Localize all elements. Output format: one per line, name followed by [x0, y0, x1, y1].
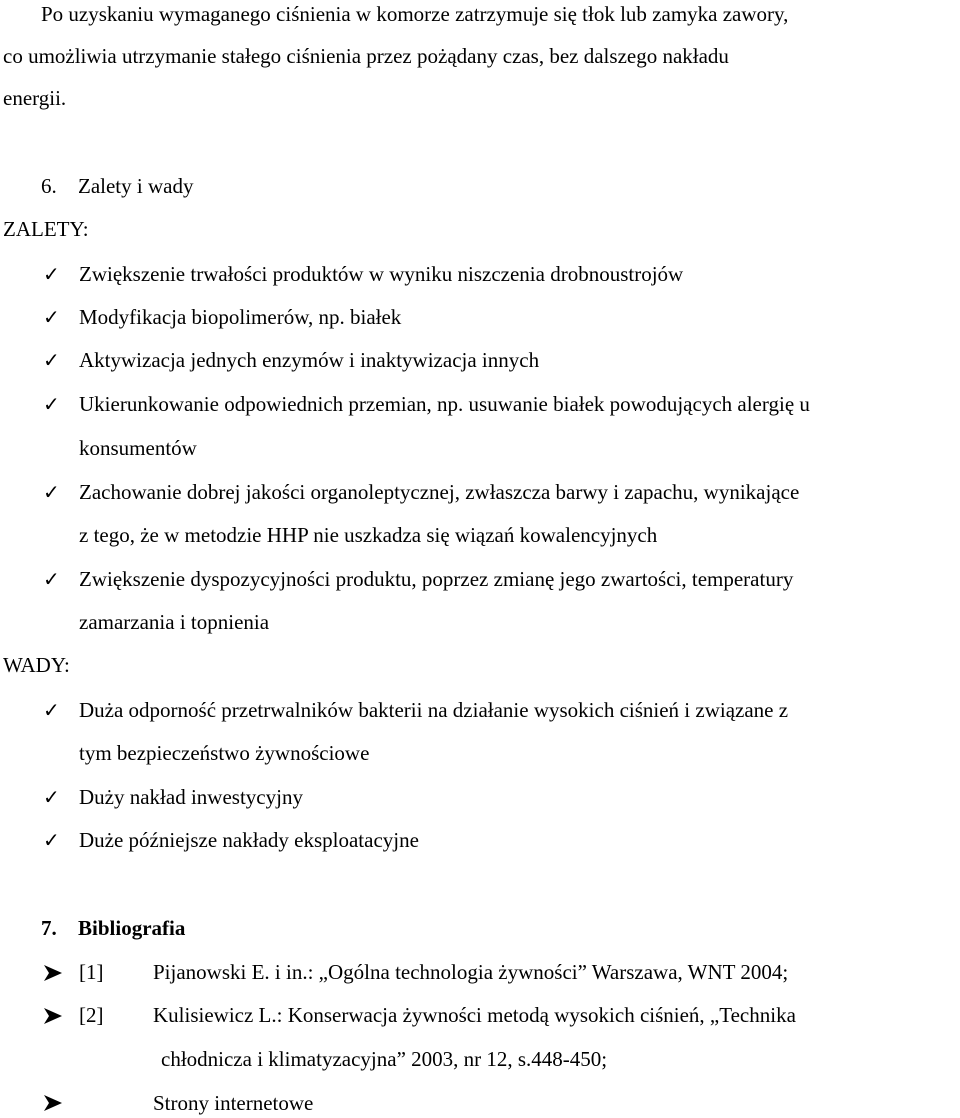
intro-line-2: co umożliwia utrzymanie stałego ciśnienia przez pożądany czas, bez dalszego nakładu — [3, 44, 729, 68]
section-6-title: Zalety i wady — [78, 174, 194, 198]
check-mark-icon: ✓ — [43, 348, 60, 372]
intro-line-3: energii. — [3, 86, 67, 110]
check-mark-icon: ✓ — [43, 480, 60, 504]
zalety-item-6-line-2: zamarzania i topnienia — [79, 610, 270, 634]
ref-1-text: Pijanowski E. i in.: „Ogólna technologia żywności” Warszawa, WNT 2004; — [153, 960, 789, 984]
check-mark-icon: ✓ — [43, 392, 60, 416]
section-7-number: 7. — [41, 916, 57, 940]
check-mark-icon: ✓ — [43, 785, 60, 809]
zalety-item-2: Modyfikacja biopolimerów, np. białek — [79, 305, 402, 329]
wady-item-1-line-2: tym bezpieczeństwo żywnościowe — [79, 741, 370, 765]
check-mark-icon: ✓ — [43, 305, 60, 329]
arrow-bullet-icon — [43, 963, 63, 987]
wady-label: WADY: — [3, 653, 70, 677]
check-mark-icon: ✓ — [43, 828, 60, 852]
check-mark-icon: ✓ — [43, 262, 60, 286]
check-mark-icon: ✓ — [43, 698, 60, 722]
arrow-bullet-icon — [43, 1006, 63, 1030]
zalety-item-5-line-1: Zachowanie dobrej jakości organoleptycznej, zwłaszcza barwy i zapachu, wynikające — [79, 480, 800, 504]
zalety-item-4-line-2: konsumentów — [79, 436, 197, 460]
wady-item-2: Duży nakład inwestycyjny — [79, 785, 303, 809]
wady-item-3: Duże późniejsze nakłady eksploatacyjne — [79, 828, 419, 852]
ref-1-number: [1] — [79, 960, 104, 984]
arrow-bullet-icon — [43, 1093, 63, 1117]
ref-3-text: Strony internetowe — [153, 1091, 314, 1115]
intro-line-1: Po uzyskaniu wymaganego ciśnienia w komorze zatrzymuje się tłok lub zamyka zawory, — [41, 2, 789, 26]
section-7-title: Bibliografia — [78, 916, 186, 940]
zalety-item-4-line-1: Ukierunkowanie odpowiednich przemian, np. usuwanie białek powodujących alergię u — [79, 392, 810, 416]
zalety-item-3: Aktywizacja jednych enzymów i inaktywizacja innych — [79, 348, 540, 372]
zalety-label: ZALETY: — [3, 217, 89, 241]
wady-item-1-line-1: Duża odporność przetrwalników bakterii na działanie wysokich ciśnień i związane z — [79, 698, 789, 722]
ref-2-text: Kulisiewicz L.: Konserwacja żywności metodą wysokich ciśnień, „Technika — [153, 1003, 796, 1027]
zalety-item-6-line-1: Zwiększenie dyspozycyjności produktu, poprzez zmianę jego zwartości, temperatury — [79, 567, 794, 591]
zalety-item-5-line-2: z tego, że w metodzie HHP nie uszkadza się wiązań kowalencyjnych — [79, 523, 658, 547]
ref-2-number: [2] — [79, 1003, 104, 1027]
section-6-number: 6. — [41, 174, 57, 198]
ref-2-text-cont: chłodnicza i klimatyzacyjna” 2003, nr 12, s.448-450; — [161, 1047, 608, 1071]
zalety-item-1: Zwiększenie trwałości produktów w wyniku niszczenia drobnoustrojów — [79, 262, 684, 286]
check-mark-icon: ✓ — [43, 567, 60, 591]
